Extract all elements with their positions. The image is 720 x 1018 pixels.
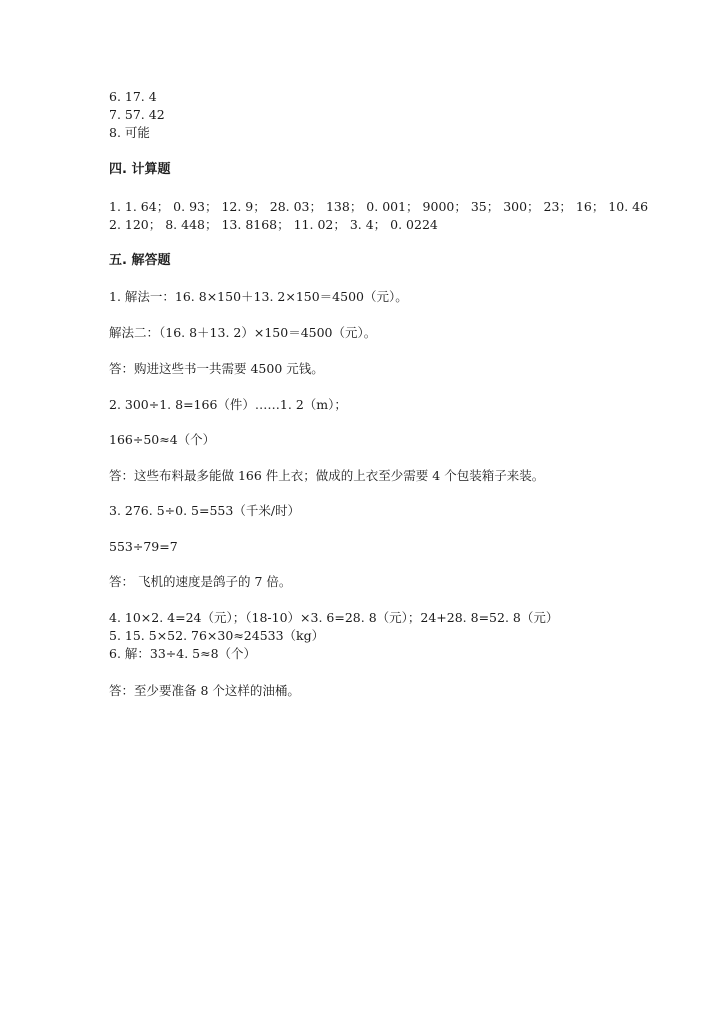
solution-line: 答： 飞机的速度是鸽子的 7 倍。 xyxy=(109,574,292,589)
answer-6: 6. 17. 4 xyxy=(109,89,157,104)
solution-line: 答：购进这些书一共需要 4500 元钱。 xyxy=(109,361,324,376)
solution-line: 5. 15. 5×52. 76×30≈24533（kg） xyxy=(109,628,325,643)
answer-8: 8. 可能 xyxy=(109,125,150,140)
solution-line: 553÷79=7 xyxy=(109,539,178,554)
solution-line: 答：至少要准备 8 个这样的油桶。 xyxy=(109,683,300,698)
solution-line: 答：这些布料最多能做 166 件上衣；做成的上衣至少需要 4 个包装箱子来装。 xyxy=(109,468,545,483)
solution-line: 6. 解：33÷4. 5≈8（个） xyxy=(109,646,257,661)
answer-7: 7. 57. 42 xyxy=(109,107,165,122)
solution-line: 166÷50≈4（个） xyxy=(109,432,216,447)
solution-line: 3. 276. 5÷0. 5=553（千米/时） xyxy=(109,503,301,518)
solution-line: 2. 300÷1. 8=166（件）……1. 2（m）； xyxy=(109,397,347,412)
section-5-heading: 五. 解答题 xyxy=(109,253,171,268)
solution-line: 4. 10×2. 4=24（元）；（18-10）×3. 6=28. 8（元）；24+28. 8=52. 8（元） xyxy=(109,610,559,625)
calc-answer-1: 1. 1. 64； 0. 93； 12. 9； 28. 03； 138； 0. 001； 9000； 35； 300； 23； 16； 10. 46 xyxy=(109,199,649,214)
solution-line: 1. 解法一：16. 8×150＋13. 2×150＝4500（元）。 xyxy=(109,289,408,304)
section-4-heading: 四. 计算题 xyxy=(109,162,171,177)
calc-answer-2: 2. 120； 8. 448； 13. 8168； 11. 02； 3. 4； 0. 0224 xyxy=(109,217,438,232)
solution-line: 解法二：（16. 8＋13. 2）×150＝4500（元）。 xyxy=(109,325,377,340)
